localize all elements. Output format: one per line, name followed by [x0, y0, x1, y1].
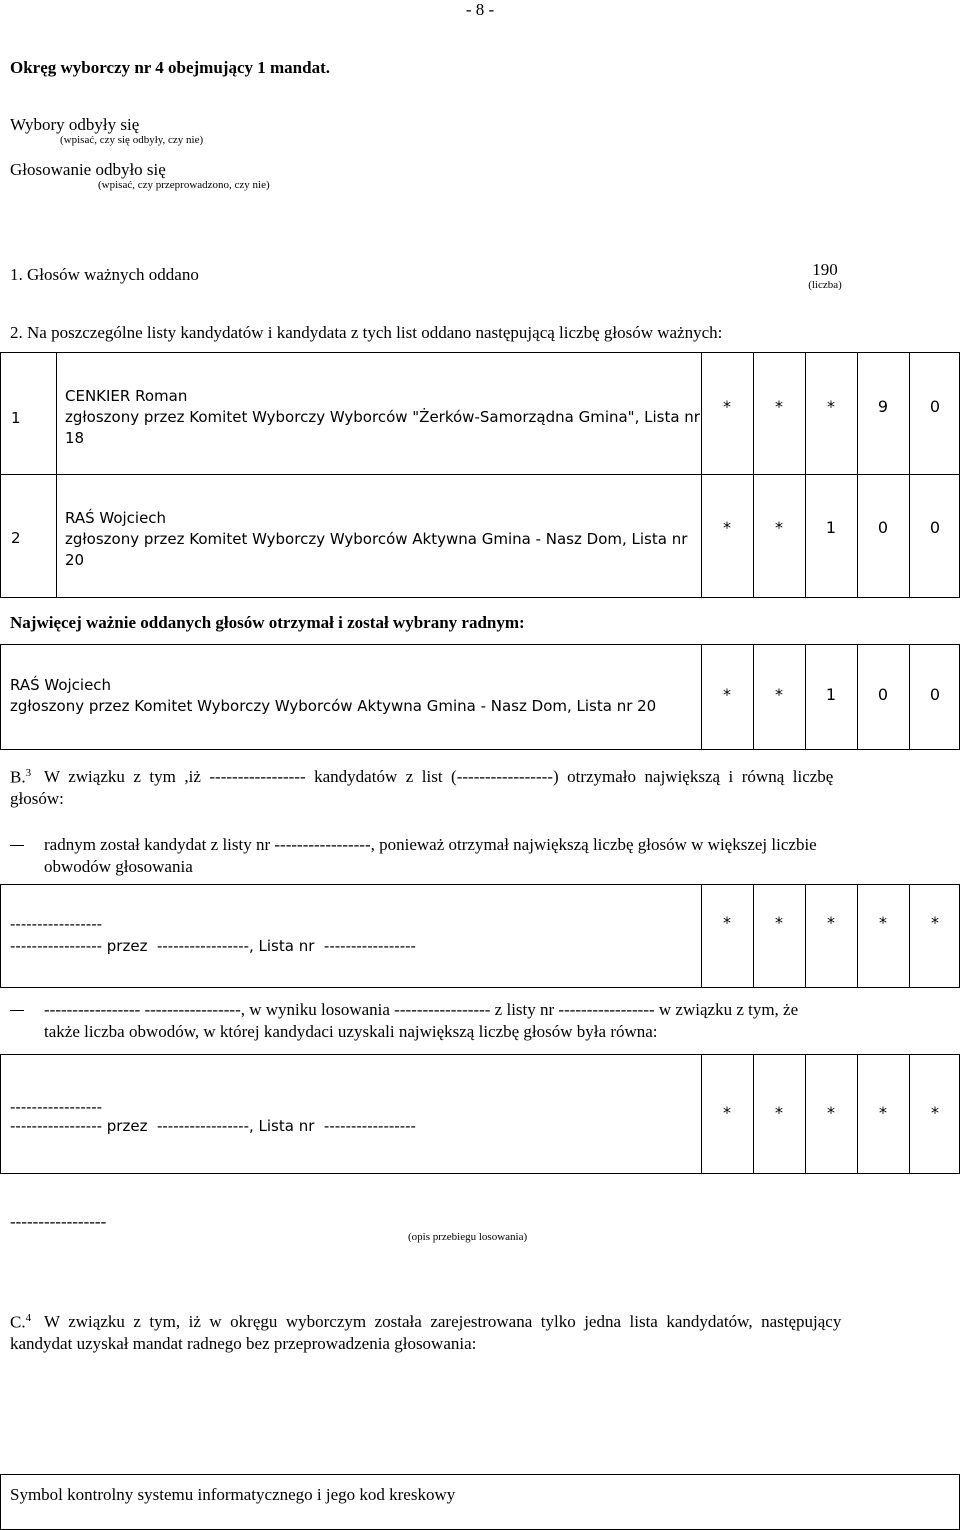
tie-candidate-committee: ----------------- przez -----------------, Lista nr ----------------- [10, 937, 416, 955]
vote-digit: * [879, 1103, 887, 1122]
candidate-row-1 [0, 352, 960, 475]
elections-held-hint: (wpisać, czy się odbyły, czy nie) [60, 134, 204, 146]
vote-digit: * [775, 1103, 783, 1122]
winner-row [0, 644, 960, 750]
candidate-list-number: 18 [65, 429, 85, 447]
section-b-text-1: W związku z tym ,iż ----------------- kandydatów z list (-----------------) otrzymało największą i równą liczbę [44, 767, 834, 786]
vote-digit: * [879, 913, 887, 932]
control-symbol-box [0, 1474, 960, 1530]
vote-digit: * [931, 1103, 939, 1122]
tie-candidate-row-2 [0, 1054, 960, 1174]
candidate-number: 1 [11, 409, 21, 427]
section-b-bullet-1-line-2: obwodów głosowania [44, 857, 193, 876]
candidate-name: RAŚ Wojciech [65, 509, 167, 527]
candidate-list-number: 20 [65, 551, 85, 569]
vote-digit: 9 [877, 397, 889, 416]
vote-digit: * [931, 913, 939, 932]
bullet-dash [10, 1010, 24, 1011]
voting-held-hint: (wpisać, czy przeprowadzono, czy nie) [98, 179, 270, 191]
vote-digit: * [775, 397, 783, 416]
section-b-bullet-2-line-1: ----------------- -----------------, w wyniku losowania ----------------- z listy nr ----------------- w związku z tym, że [44, 1000, 799, 1019]
tie-candidate-committee: ----------------- przez -----------------, Lista nr ----------------- [10, 1117, 416, 1135]
vote-digit: 0 [877, 685, 889, 704]
valid-votes-label: 1. Głosów ważnych oddano [10, 265, 199, 284]
vote-digit: * [723, 685, 731, 704]
district-title: Okręg wyborczy nr 4 obejmujący 1 mandat. [10, 58, 330, 77]
vote-digit: * [827, 397, 835, 416]
section-c-letter: C.$^4$ [10, 1312, 32, 1332]
vote-digit: 0 [929, 685, 941, 704]
per-list-heading: 2. Na poszczególne listy kandydatów i kandydata z tych list oddano następującą liczbę głosów ważnych: [10, 323, 723, 342]
draw-description-line: ----------------- [10, 1212, 107, 1231]
voting-held-label: Głosowanie odbyło się [10, 160, 166, 179]
elections-held-label: Wybory odbyły się [10, 115, 140, 134]
candidate-row-2 [0, 474, 960, 598]
vote-digit: * [723, 518, 731, 537]
section-b-text-2: głosów: [10, 789, 64, 808]
control-symbol-label: Symbol kontrolny systemu informatycznego i jego kod kreskowy [10, 1485, 456, 1504]
winner-committee: zgłoszony przez Komitet Wyborczy Wyborców Aktywna Gmina - Nasz Dom, Lista nr 20 [10, 697, 657, 715]
vote-digit: * [723, 913, 731, 932]
vote-digit: * [775, 913, 783, 932]
candidate-name: CENKIER Roman [65, 387, 188, 405]
vote-digit: 0 [877, 518, 889, 537]
vote-digit: 1 [825, 685, 837, 704]
vote-digit: 0 [929, 397, 941, 416]
winner-heading: Najwięcej ważnie oddanych głosów otrzymał i został wybrany radnym: [10, 613, 525, 632]
vote-digit: 0 [929, 518, 941, 537]
vote-digit: * [827, 913, 835, 932]
tie-candidate-name: ----------------- [10, 1098, 103, 1116]
section-b-bullet-1-line-1: radnym został kandydat z listy nr -----------------, ponieważ otrzymał największą liczbę głosów w większej liczbie [44, 835, 817, 854]
section-b-letter: B.$^3$ [10, 767, 32, 787]
section-b-bullet-2-line-2: także liczba obwodów, w której kandydaci uzyskali największą liczbę głosów była równa: [44, 1022, 658, 1041]
bullet-dash [10, 845, 24, 846]
valid-votes-unit: (liczba) [808, 279, 842, 291]
vote-digit: * [723, 1103, 731, 1122]
section-c-text-1: W związku z tym, iż w okręgu wyborczym została zarejestrowana tylko jedna lista kandydatów, następujący [44, 1312, 842, 1331]
tie-candidate-name: ----------------- [10, 915, 103, 933]
valid-votes-value: 190 [812, 260, 838, 279]
page-number: - 8 - [465, 0, 495, 19]
candidate-committee: zgłoszony przez Komitet Wyborczy Wyborców Aktywna Gmina - Nasz Dom, Lista nr [65, 530, 688, 548]
vote-digit: * [775, 518, 783, 537]
vote-digit: * [827, 1103, 835, 1122]
vote-digit: 1 [825, 518, 837, 537]
vote-digit: * [775, 685, 783, 704]
draw-description-hint: (opis przebiegu losowania) [408, 1231, 528, 1243]
vote-digit: * [723, 397, 731, 416]
winner-name: RAŚ Wojciech [10, 676, 112, 694]
tie-candidate-row-1 [0, 884, 960, 988]
candidate-committee: zgłoszony przez Komitet Wyborczy Wyborców "Żerków-Samorządna Gmina", Lista nr [65, 408, 700, 426]
section-c-text-2: kandydat uzyskał mandat radnego bez przeprowadzenia głosowania: [10, 1334, 477, 1353]
candidate-number: 2 [11, 529, 21, 547]
